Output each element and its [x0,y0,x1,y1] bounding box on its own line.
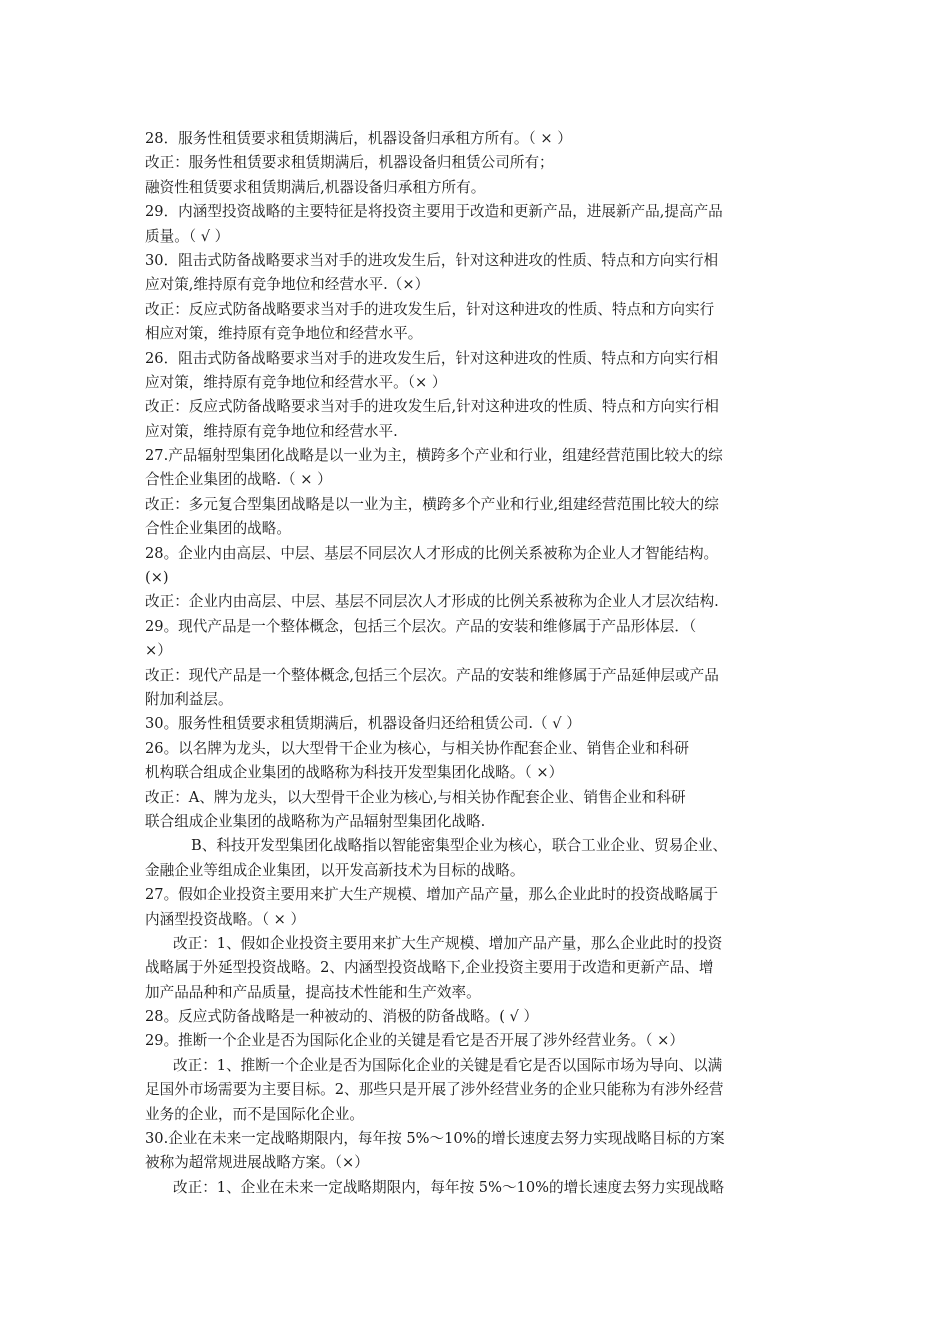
text-line: 足国外市场需要为主要目标。2、那些只是开展了涉外经营业务的企业只能称为有涉外经营 [145,1081,724,1099]
text-line: 改正：多元复合型集团战略是以一业为主，横跨多个产业和行业,组建经营范围比较大的综 [145,495,719,513]
text-line: 改正：1、企业在未来一定战略期限内，每年按 5%～10%的增长速度去努力实现战略 [173,1178,725,1196]
text-line: 改正：反应式防备战略要求当对手的进攻发生后，针对这种进攻的性质、特点和方向实行 [145,300,715,318]
text-line: B、科技开发型集团化战略指以智能密集型企业为核心，联合工业企业、贸易企业、 [191,837,728,855]
text-line: 30。服务性租赁要求租赁期满后，机器设备归还给租赁公司.（ √ ） [145,715,581,733]
text-line: 被称为超常规进展战略方案。（×） [145,1154,369,1172]
text-line: 内涵型投资战略。（ × ） [145,910,306,928]
text-line: 改正：企业内由高层、中层、基层不同层次人才形成的比例关系被称为企业人才层次结构. [145,593,719,611]
text-line: 改正：现代产品是一个整体概念,包括三个层次。产品的安装和维修属于产品延伸层或产品 [145,666,719,684]
text-line: 26。以名牌为龙头，以大型骨干企业为核心，与相关协作配套企业、销售企业和科研 [145,739,689,757]
text-line: 应对策，维持原有竞争地位和经营水平。（× ） [145,373,447,391]
text-line: 30．阻击式防备战略要求当对手的进攻发生后，针对这种进攻的性质、特点和方向实行相 [145,251,719,269]
text-line: 改正：A、牌为龙头，以大型骨干企业为核心,与相关协作配套企业、销售企业和科研 [145,788,686,806]
text-line: 质量。（ √ ） [145,227,230,245]
text-line: 29。现代产品是一个整体概念，包括三个层次。产品的安装和维修属于产品形体层．（ [145,617,697,635]
text-line: 附加利益层。 [145,690,233,708]
text-line: ×） [145,642,172,660]
document-body [145,127,810,1200]
text-line: 合性企业集团的战略.（ × ） [145,471,332,489]
text-line: 加产品品种和产品质量，提高技术性能和生产效率。 [145,983,481,1001]
text-line: 融资性租赁要求租赁期满后,机器设备归承租方所有。 [145,178,486,196]
text-line: (×) [145,569,169,587]
text-line: 金融企业等组成企业集团，以开发高新技术为目标的战略。 [145,861,525,879]
text-line: 业务的企业，而不是国际化企业。 [145,1105,364,1123]
text-line: 30.企业在未来一定战略期限内，每年按 5%～10%的增长速度去努力实现战略目标的方案 [145,1130,725,1148]
text-line: 联合组成企业集团的战略称为产品辐射型集团化战略. [145,812,486,830]
text-line: 改正：反应式防备战略要求当对手的进攻发生后,针对这种进攻的性质、特点和方向实行相 [145,398,719,416]
text-line: 28．服务性租赁要求租赁期满后，机器设备归承租方所有。（ × ） [145,130,572,147]
text-line: 28。企业内由高层、中层、基层不同层次人才形成的比例关系被称为企业人才智能结构。 [145,544,719,562]
text-line: 改正：1、推断一个企业是否为国际化企业的关键是看它是否以国际市场为导向、以满 [173,1056,723,1074]
text-line: 改正：服务性租赁要求租赁期满后，机器设备归租赁公司所有； [145,154,554,172]
text-line: 相应对策，维持原有竞争地位和经营水平。 [145,325,423,343]
text-line: 应对策,维持原有竞争地位和经营水平.（×） [145,276,430,294]
text-line: 战略属于外延型投资战略。2、内涵型投资战略下,企业投资主要用于改造和更新产品、增 [145,959,714,977]
text-line: 29．内涵型投资战略的主要特征是将投资主要用于改造和更新产品，进展新产品,提高产品 [145,203,723,221]
text-line: 合性企业集团的战略。 [145,520,291,538]
text-line: 应对策，维持原有竞争地位和经营水平. [145,422,398,440]
text-line: 改正：1、假如企业投资主要用来扩大生产规模、增加产品产量，那么企业此时的投资 [173,934,723,952]
text-line: 机构联合组成企业集团的战略称为科技开发型集团化战略。（ ×） [145,764,564,782]
text-line: 29。推断一个企业是否为国际化企业的关键是看它是否开展了涉外经营业务。（ ×） [145,1032,684,1050]
text-line: 27。假如企业投资主要用来扩大生产规模、增加产品产量，那么企业此时的投资战略属于 [145,886,719,904]
text-line: 26．阻击式防备战略要求当对手的进攻发生后，针对这种进攻的性质、特点和方向实行相 [145,349,719,367]
text-line: 28。反应式防备战略是一种被动的、消极的防备战略。( √ ） [145,1008,539,1026]
text-line: 27.产品辐射型集团化战略是以一业为主，横跨多个产业和行业，组建经营范围比较大的综 [145,447,723,465]
